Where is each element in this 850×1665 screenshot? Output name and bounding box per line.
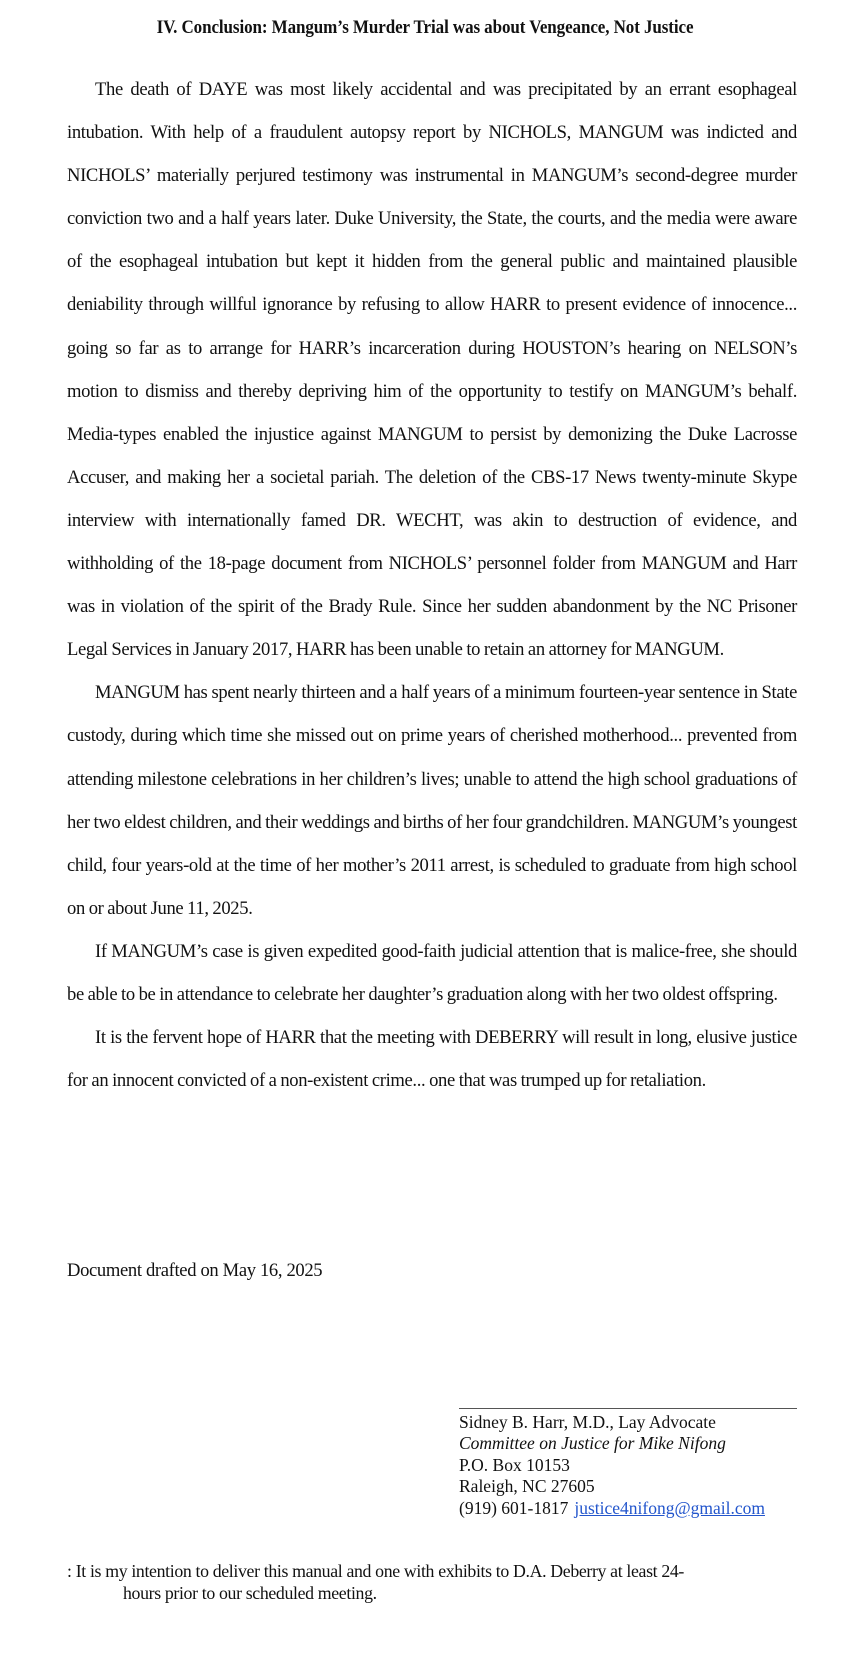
email-link[interactable]: justice4nifong@gmail.com: [574, 1497, 765, 1518]
section-heading: IV. Conclusion: Mangum’s Murder Trial was about Vengeance, Not Justice: [156, 18, 694, 38]
signer-organization: Committee on Justice for Mike Nifong: [459, 1433, 726, 1454]
signer-name: Sidney B. Harr, M.D., Lay Advocate: [459, 1412, 716, 1432]
paragraph-expedited-attention: If MANGUM’s case is given expedited good-faith judicial attention that is malice-free, she should be able to be in attendance to celebrate her daughter’s graduation along with her two oldest offspring.: [67, 940, 797, 1005]
signature-block: [459, 1408, 797, 1519]
footnote-line-1: It is my intention to deliver this manual and one with exhibits to D.A. Deberry at least 24-: [75, 1561, 684, 1581]
paragraph-custody: MANGUM has spent nearly thirteen and a half years of a minimum fourteen-year sentence in State custody, during which time she missed out on prime years of cherished motherhood... prevented from attending milestone celebrations in her children’s lives; unable to attend the high school graduations of her two eldest children, and their weddings and births of her four grandchildren. MANGUM’s youngest child, four years-old at the time of her mother’s 2011 arrest, is scheduled to graduate from high school on or about June 11, 2025.: [67, 682, 797, 919]
address-line-2: Raleigh, NC 27605: [459, 1476, 595, 1497]
address-line-1: P.O. Box 10153: [459, 1454, 570, 1475]
footnote-marker: :: [67, 1561, 72, 1581]
drafted-date: Document drafted on May 16, 2025: [67, 1260, 323, 1281]
footnote-line-2: hours prior to our scheduled meeting.: [123, 1583, 377, 1603]
paragraph-fervent-hope: It is the fervent hope of HARR that the meeting with DEBERRY will result in long, elusive justice for an innocent convicted of a non-existent crime... one that was trumped up for retaliation.: [67, 1027, 797, 1092]
footnote: [67, 1560, 767, 1604]
phone-number: (919) 601-1817: [459, 1497, 569, 1518]
contact-line: [459, 1498, 797, 1519]
paragraph-summary: The death of DAYE was most likely accidental and was precipitated by an errant esophageal intubation. With help of a fraudulent autopsy report by NICHOLS, MANGUM was indicted and NICHOLS’ materially perjured testimony was instrumental in MANGUM’s second-degree murder conviction two and a half years later. Duke University, the State, the courts, and the media were aware of the esophageal intubation but kept it hidden from the general public and maintained plausible deniability through willful ignorance by refusing to allow HARR to present evidence of innocence... going so far as to arrange for HARR’s incarceration during HOUSTON’s hearing on NELSON’s motion to dismiss and thereby depriving him of the opportunity to testify on MANGUM’s behalf. Media-types enabled the injustice against MANGUM to persist by demonizing the Duke Lacrosse Accuser, and making her a societal pariah. The deletion of the CBS-17 News twenty-minute Skype interview with internationally famed DR. WECHT, was akin to destruction of evidence, and withholding of the 18-page document from NICHOLS’ personnel folder from MANGUM and Harr was in violation of the spirit of the Brady Rule. Since her sudden abandonment by the NC Prisoner Legal Services in January 2017, HARR has been unable to retain an attorney for MANGUM.: [67, 79, 797, 661]
conclusion-body: [67, 68, 797, 1102]
